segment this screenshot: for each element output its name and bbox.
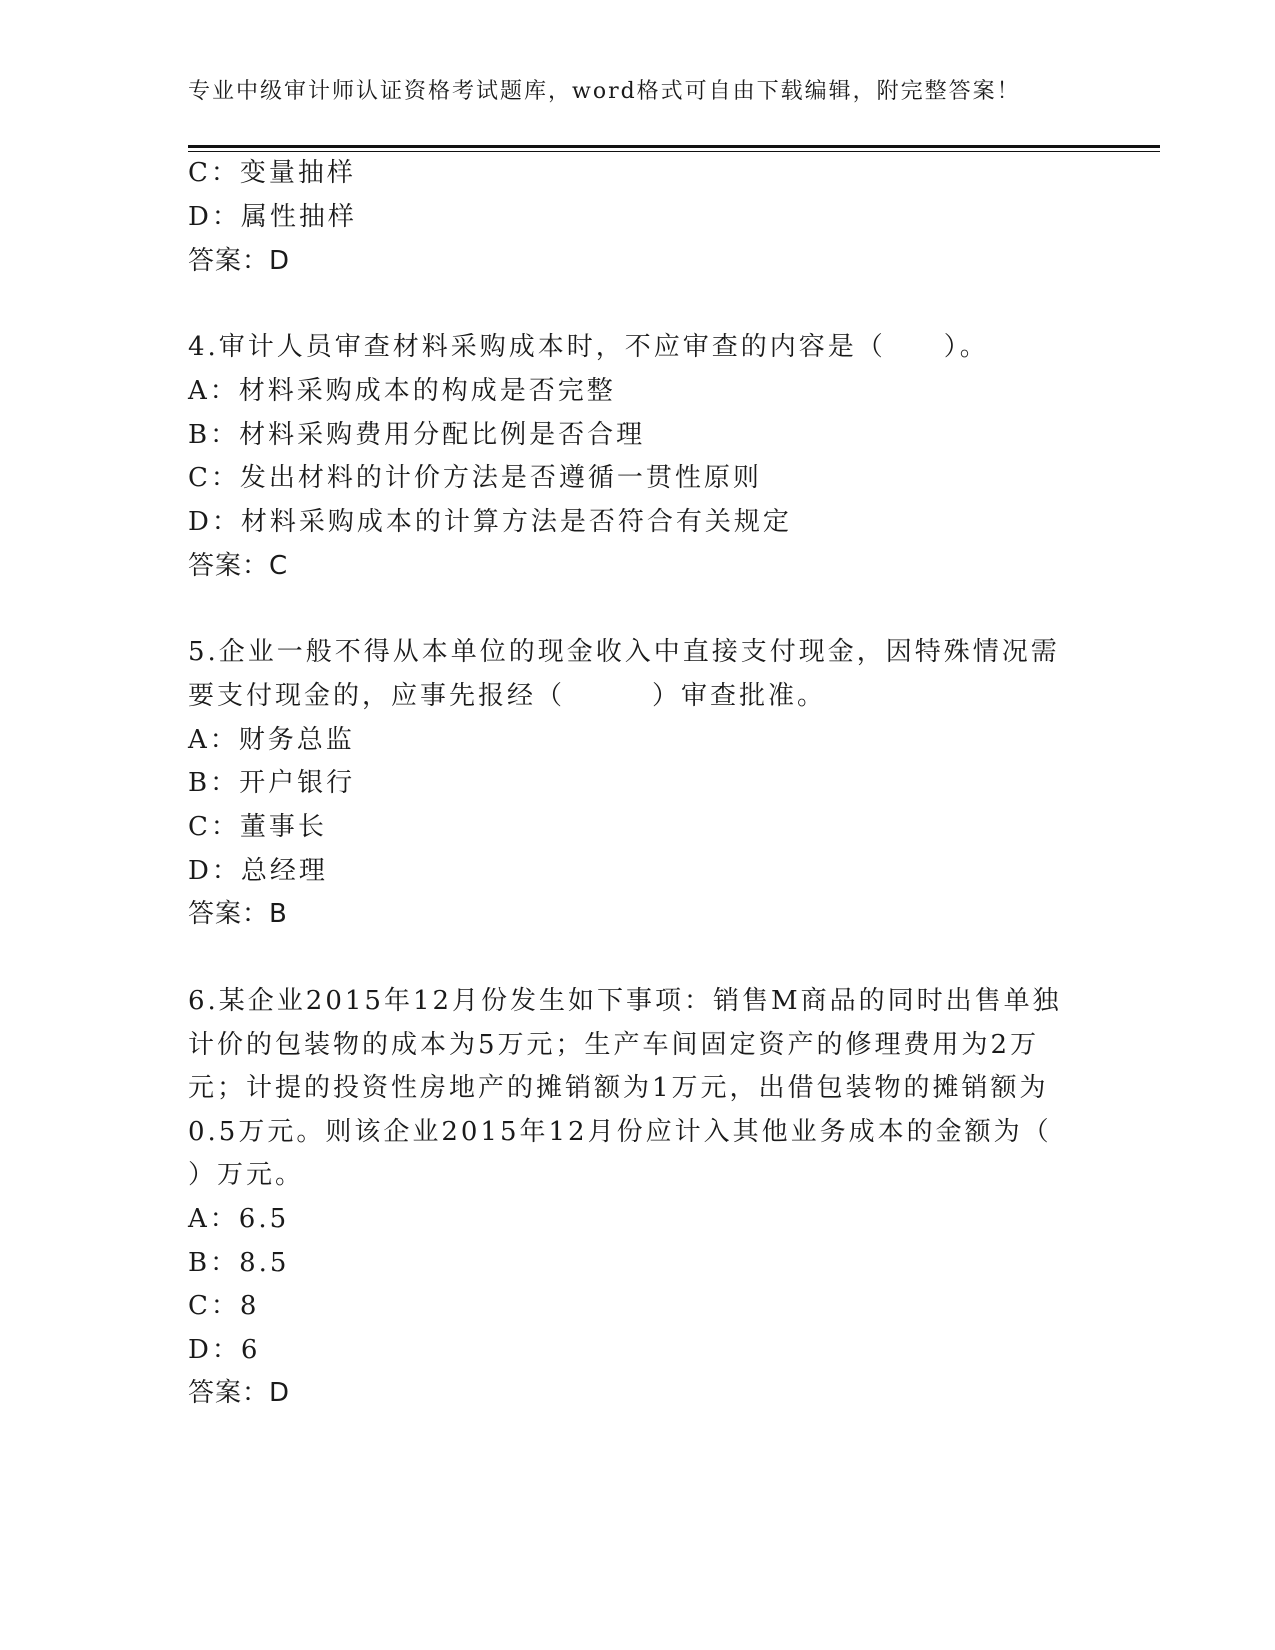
q3-answer: 答案：D	[188, 246, 291, 276]
q6-option-a: A：6.5	[188, 1204, 290, 1234]
q6-stem-line1: 6.某企业2015年12月份发生如下事项：销售M商品的同时出售单独	[188, 986, 1062, 1016]
q4-answer: 答案：C	[188, 551, 289, 581]
q5-answer: 答案：B	[188, 899, 288, 929]
q4-option-c: C：发出材料的计价方法是否遵循一贯性原则	[188, 463, 762, 493]
q6-stem-line4: 0.5万元。则该企业2015年12月份应计入其他业务成本的金额为（	[188, 1117, 1052, 1147]
header-rule-thin	[188, 151, 1160, 152]
header-rule-thick	[188, 145, 1160, 148]
q6-option-c: C：8	[188, 1291, 260, 1321]
q5-option-b: B：开户银行	[188, 768, 356, 798]
q5-stem-line1: 5.企业一般不得从本单位的现金收入中直接支付现金，因特殊情况需	[188, 637, 1060, 667]
q4-option-a: A：材料采购成本的构成是否完整	[188, 376, 616, 406]
q6-stem-line3: 元；计提的投资性房地产的摊销额为1万元，出借包装物的摊销额为	[188, 1073, 1049, 1103]
q4-option-b: B：材料采购费用分配比例是否合理	[188, 420, 646, 450]
q4-stem: 4.审计人员审查材料采购成本时，不应审查的内容是（ ）。	[188, 332, 989, 362]
q5-option-a: A：财务总监	[188, 725, 355, 755]
page-header: 专业中级审计师认证资格考试题库，word格式可自由下载编辑，附完整答案！	[188, 79, 1021, 104]
q3-option-d: D：属性抽样	[188, 202, 357, 232]
q6-option-b: B：8.5	[188, 1248, 290, 1278]
q4-option-d: D：材料采购成本的计算方法是否符合有关规定	[188, 507, 792, 537]
q6-option-d: D：6	[188, 1335, 261, 1365]
q6-answer: 答案：D	[188, 1378, 291, 1408]
q5-stem-line2: 要支付现金的，应事先报经（ ）审查批准。	[188, 681, 827, 711]
q5-option-d: D：总经理	[188, 856, 328, 886]
q6-stem-line5: ）万元。	[188, 1160, 305, 1190]
q5-option-c: C：董事长	[188, 812, 327, 842]
q3-option-c: C：变量抽样	[188, 158, 356, 188]
q6-stem-line2: 计价的包装物的成本为5万元；生产车间固定资产的修理费用为2万	[188, 1030, 1040, 1060]
